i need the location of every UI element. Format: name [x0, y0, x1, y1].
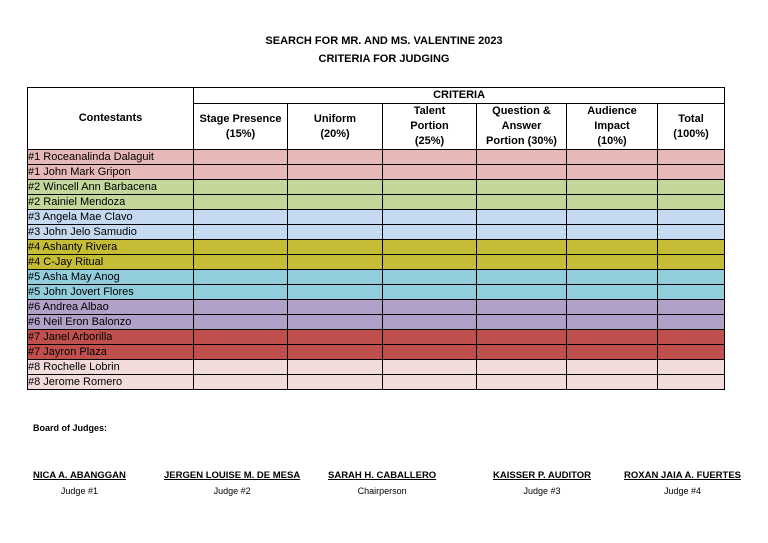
- score-cell[interactable]: [194, 300, 288, 315]
- score-cell[interactable]: [194, 210, 288, 225]
- judge-name: SARAH H. CABALLERO: [328, 470, 437, 481]
- score-cell[interactable]: [477, 210, 567, 225]
- score-cell[interactable]: [658, 210, 725, 225]
- contestant-name: #1 John Mark Gripon: [28, 165, 194, 180]
- score-cell[interactable]: [658, 240, 725, 255]
- table-row: [28, 345, 725, 360]
- score-cell[interactable]: [383, 330, 477, 345]
- table-row: [28, 285, 725, 300]
- score-cell[interactable]: [477, 240, 567, 255]
- score-cell[interactable]: [288, 255, 383, 270]
- score-cell[interactable]: [288, 270, 383, 285]
- contestant-name: #7 Janel Arborilla: [28, 330, 194, 345]
- score-cell[interactable]: [383, 240, 477, 255]
- score-cell[interactable]: [194, 345, 288, 360]
- contestant-name: #8 Rochelle Lobrin: [28, 360, 194, 375]
- criterion-total: Total (100%): [658, 104, 725, 150]
- table-row: [28, 150, 725, 165]
- score-cell[interactable]: [567, 195, 658, 210]
- score-cell[interactable]: [383, 255, 477, 270]
- score-cell[interactable]: [194, 285, 288, 300]
- score-cell[interactable]: [658, 315, 725, 330]
- judge-role: Judge #1: [60, 486, 98, 496]
- score-cell[interactable]: [194, 180, 288, 195]
- score-cell[interactable]: [658, 285, 725, 300]
- score-cell[interactable]: [567, 375, 658, 390]
- score-cell[interactable]: [477, 345, 567, 360]
- contestant-name: #3 John Jelo Samudio: [28, 225, 194, 240]
- score-cell[interactable]: [658, 270, 725, 285]
- page-title: SEARCH FOR MR. AND MS. VALENTINE 2023: [265, 35, 503, 47]
- score-cell[interactable]: [658, 255, 725, 270]
- criterion-audience-impact: Audience Impact (10%): [567, 104, 658, 150]
- score-cell[interactable]: [194, 330, 288, 345]
- score-cell[interactable]: [194, 270, 288, 285]
- contestant-name: #8 Jerome Romero: [28, 375, 194, 390]
- page-subtitle: CRITERIA FOR JUDGING: [318, 53, 450, 65]
- table-row: [28, 375, 725, 390]
- score-cell[interactable]: [288, 285, 383, 300]
- judge-signature-1: [33, 470, 126, 496]
- score-cell[interactable]: [194, 165, 288, 180]
- score-cell[interactable]: [383, 300, 477, 315]
- criterion-talent-portion: Talent Portion (25%): [383, 104, 477, 150]
- contestant-name: #6 Andrea Albao: [28, 300, 194, 315]
- score-cell[interactable]: [383, 315, 477, 330]
- score-cell[interactable]: [477, 300, 567, 315]
- score-cell[interactable]: [383, 195, 477, 210]
- judge-role: Chairperson: [357, 486, 407, 496]
- score-cell[interactable]: [658, 345, 725, 360]
- judge-signature-chairperson: [328, 470, 436, 496]
- score-cell[interactable]: [567, 255, 658, 270]
- score-cell[interactable]: [567, 345, 658, 360]
- score-cell[interactable]: [477, 225, 567, 240]
- score-cell[interactable]: [383, 165, 477, 180]
- score-cell[interactable]: [288, 210, 383, 225]
- judge-signature-3: [493, 470, 591, 496]
- contestant-name: #2 Wincell Ann Barbacena: [28, 180, 194, 195]
- table-row: [28, 300, 725, 315]
- score-cell[interactable]: [658, 360, 725, 375]
- score-cell[interactable]: [194, 225, 288, 240]
- score-cell[interactable]: [567, 285, 658, 300]
- score-cell[interactable]: [567, 210, 658, 225]
- score-cell[interactable]: [194, 195, 288, 210]
- score-cell[interactable]: [288, 165, 383, 180]
- table-row: [28, 240, 725, 255]
- score-cell[interactable]: [477, 330, 567, 345]
- contestant-name: #4 Ashanty Rivera: [28, 240, 194, 255]
- score-cell[interactable]: [288, 300, 383, 315]
- contestant-name: #2 Rainiel Mendoza: [28, 195, 194, 210]
- score-cell[interactable]: [383, 150, 477, 165]
- score-cell[interactable]: [383, 285, 477, 300]
- score-cell[interactable]: [658, 180, 725, 195]
- score-cell[interactable]: [477, 315, 567, 330]
- contestant-name: #3 Angela Mae Clavo: [28, 210, 194, 225]
- score-cell[interactable]: [658, 165, 725, 180]
- contestant-name: #7 Jayron Plaza: [28, 345, 194, 360]
- table-row: [28, 315, 725, 330]
- score-cell[interactable]: [567, 360, 658, 375]
- table-row: [28, 330, 725, 345]
- score-cell[interactable]: [288, 330, 383, 345]
- score-cell[interactable]: [658, 150, 725, 165]
- judge-role: Judge #3: [523, 486, 561, 496]
- criteria-table: [27, 87, 725, 390]
- score-cell[interactable]: [567, 300, 658, 315]
- table-row: [28, 210, 725, 225]
- score-cell[interactable]: [567, 165, 658, 180]
- score-cell[interactable]: [477, 270, 567, 285]
- score-cell[interactable]: [567, 330, 658, 345]
- score-cell[interactable]: [194, 240, 288, 255]
- judge-name: ROXAN JAIA A. FUERTES: [624, 470, 742, 481]
- score-cell[interactable]: [477, 360, 567, 375]
- judge-role: Judge #2: [213, 486, 251, 496]
- criterion-uniform: Uniform (20%): [288, 104, 383, 150]
- score-cell[interactable]: [288, 240, 383, 255]
- contestant-name: #4 C-Jay Ritual: [28, 255, 194, 270]
- contestants-header: Contestants: [28, 88, 194, 150]
- score-cell[interactable]: [383, 225, 477, 240]
- criteria-header: CRITERIA: [194, 88, 725, 104]
- score-cell[interactable]: [567, 240, 658, 255]
- score-cell[interactable]: [288, 180, 383, 195]
- score-cell[interactable]: [383, 270, 477, 285]
- score-cell[interactable]: [288, 195, 383, 210]
- score-cell[interactable]: [658, 195, 725, 210]
- table-row: [28, 225, 725, 240]
- score-cell[interactable]: [194, 375, 288, 390]
- score-cell[interactable]: [288, 150, 383, 165]
- table-row: [28, 165, 725, 180]
- score-cell[interactable]: [658, 330, 725, 345]
- table-row: [28, 180, 725, 195]
- score-cell[interactable]: [658, 375, 725, 390]
- judge-signature-4: [624, 470, 741, 496]
- table-row: [28, 195, 725, 210]
- score-cell[interactable]: [567, 315, 658, 330]
- score-cell[interactable]: [477, 195, 567, 210]
- table-row: [28, 270, 725, 285]
- score-cell[interactable]: [658, 225, 725, 240]
- score-cell[interactable]: [194, 255, 288, 270]
- score-cell[interactable]: [383, 360, 477, 375]
- criterion-question-answer: Question & Answer Portion (30%): [477, 104, 567, 150]
- score-cell[interactable]: [288, 360, 383, 375]
- score-cell[interactable]: [477, 150, 567, 165]
- judge-signature-2: [164, 470, 300, 496]
- score-cell[interactable]: [567, 150, 658, 165]
- score-cell[interactable]: [194, 315, 288, 330]
- score-cell[interactable]: [288, 375, 383, 390]
- score-cell[interactable]: [477, 375, 567, 390]
- table-row: [28, 360, 725, 375]
- score-cell[interactable]: [477, 180, 567, 195]
- score-cell[interactable]: [383, 375, 477, 390]
- table-row: [28, 255, 725, 270]
- score-cell[interactable]: [288, 345, 383, 360]
- board-of-judges-label: Board of Judges:: [33, 423, 108, 433]
- contestant-name: #1 Roceanalinda Dalaguit: [28, 150, 194, 165]
- contestant-name: #5 John Jovert Flores: [28, 285, 194, 300]
- score-cell[interactable]: [383, 210, 477, 225]
- score-cell[interactable]: [288, 225, 383, 240]
- score-cell[interactable]: [567, 270, 658, 285]
- contestant-name: #6 Neil Eron Balonzo: [28, 315, 194, 330]
- contestant-name: #5 Asha May Anog: [28, 270, 194, 285]
- score-cell[interactable]: [194, 360, 288, 375]
- score-cell[interactable]: [194, 150, 288, 165]
- judge-name: NICA A. ABANGGAN: [33, 470, 126, 481]
- score-cell[interactable]: [288, 315, 383, 330]
- score-cell[interactable]: [383, 345, 477, 360]
- score-cell[interactable]: [567, 225, 658, 240]
- score-cell[interactable]: [383, 180, 477, 195]
- criterion-stage-presence: Stage Presence (15%): [194, 104, 288, 150]
- score-cell[interactable]: [477, 285, 567, 300]
- score-cell[interactable]: [477, 165, 567, 180]
- score-cell[interactable]: [567, 180, 658, 195]
- score-cell[interactable]: [658, 300, 725, 315]
- score-cell[interactable]: [477, 255, 567, 270]
- judge-name: JERGEN LOUISE M. DE MESA: [164, 470, 301, 481]
- judge-role: Judge #4: [663, 486, 702, 496]
- judge-name: KAISSER P. AUDITOR: [493, 470, 592, 481]
